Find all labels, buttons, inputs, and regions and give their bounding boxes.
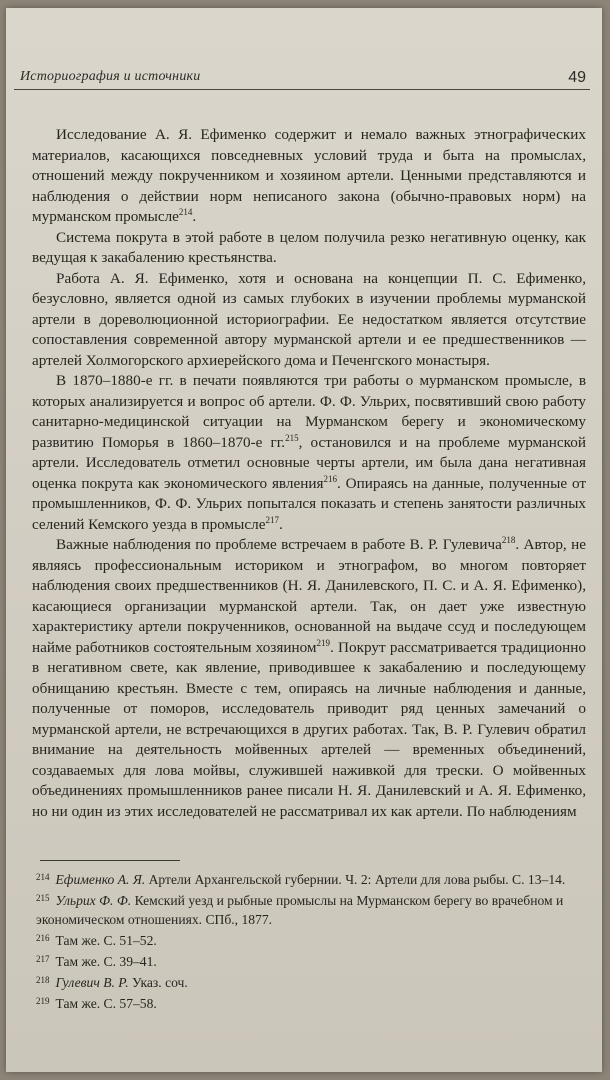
paragraph: Работа А. Я. Ефименко, хотя и основана на концепции П. С. Ефименко, безусловно, является одной из самых глубоких в изучении проблемы мурманской артели в дореволюционной историографии. Ее недостатком является отсутствие сопоставления современной автору мурманской артели и ее предшественников — артелей Холмогорского архиерейского дома и Печенгского монастыря.: [32, 269, 586, 369]
body-text: [32, 125, 586, 822]
footnote: $^{216}$ Там же. С. 51–52.: [36, 933, 157, 948]
running-head: [14, 63, 590, 90]
running-head-title: Историография и источники: [20, 69, 201, 84]
footnote-ref: 215: [285, 432, 299, 443]
paragraph: Исследование А. Я. Ефименко содержит и немало важных этнографических материалов, касающихся повседневных условий труда и быта на промыслах, отношений между покрученником и хозяином артели. Ценными представляются и наблюдения о действии норм неписаного закона (обычно-правовых норм) на мурманском промысле$^{214}$.: [32, 126, 586, 225]
footnote: $^{218}$ Гулевич В. Р. Указ. соч.: [36, 975, 188, 990]
footnote: $^{215}$ Ульрих Ф. Ф. Кемский уезд и рыбные промыслы на Мурманском берегу во врачебном и экономическом отношениях. СПб., 1877.: [36, 893, 564, 927]
footnotes: [36, 868, 586, 1013]
paragraph: Важные наблюдения по проблеме встречаем в работе В. Р. Гулевича$^{218}$. Автор, не являясь профессиональным историком и этнографом, во многом повторяет наблюдения своих предшественников (Н. Я. Данилевского, П. С. и А. Я. Ефименко), касающиеся организации мурманской артели. Так, он дает уже известную характеристику артели покрученников, основанной на выдаче ссуд и последующем найме работников состоятельным хозяином$^{219}$. Покрут рассматривается традиционно в негативном свете, как явление, приводившее к закабалению и последующему обнищанию крестьян. Вместе с тем, опираясь на личные наблюдения и данные, полученные от поморов, исследователь приводит ряд ценных замечаний о мурманской артели, не встречающихся в других работах. Так, В. Р. Гулевич обратил внимание на деятельность мойвенных артелей — временных объединений, создаваемых для лова мойвы, служившей наживкой для трески. О мойвенных объединениях промышленников ранее писали Н. Я. Данилевский и А. Я. Ефименко, но ни один из этих исследователей не рассматривал их как артели. По наблюдениям: [32, 534, 586, 820]
book-page: [6, 8, 602, 1072]
footnote: $^{214}$ Ефименко А. Я. Артели Архангельской губернии. Ч. 2: Артели для лова рыбы. С. 13–14.: [36, 872, 566, 887]
paragraph: В 1870–1880-е гг. в печати появляются три работы о мурманском промысле, в которых анализируется и вопрос об артели. Ф. Ф. Ульрих, посвятивший свою работу санитарно-медицинской ситуации на Мурманском берегу и экономическому развитию Поморья в 1860–1870-е гг.$^{215}$, остановился и на проблеме мурманской артели. Исследователь отметил основные черты артели, им была дана негативная оценка покрута как экономического явления$^{216}$. Опираясь на данные, полученные от промышленников, Ф. Ф. Ульрих попытался показать и степень занятости различных селений Кемского уезда в промысле$^{217}$.: [32, 372, 586, 533]
footnote-ref: 218: [501, 534, 516, 545]
footnote-ref: 217: [265, 514, 279, 525]
footnote-ref: 214: [178, 206, 193, 217]
page-number: 49: [568, 69, 586, 86]
footnote-ref: 219: [316, 637, 331, 648]
footnote-ref: 216: [323, 473, 337, 484]
footnote: $^{219}$ Там же. С. 57–58.: [36, 996, 157, 1011]
footnote-divider: [40, 860, 180, 861]
footnote: $^{217}$ Там же. С. 39–41.: [36, 954, 157, 969]
paragraph: Система покрута в этой работе в целом получила резко негативную оценку, как ведущая к закабалению крестьянства.: [32, 228, 586, 266]
